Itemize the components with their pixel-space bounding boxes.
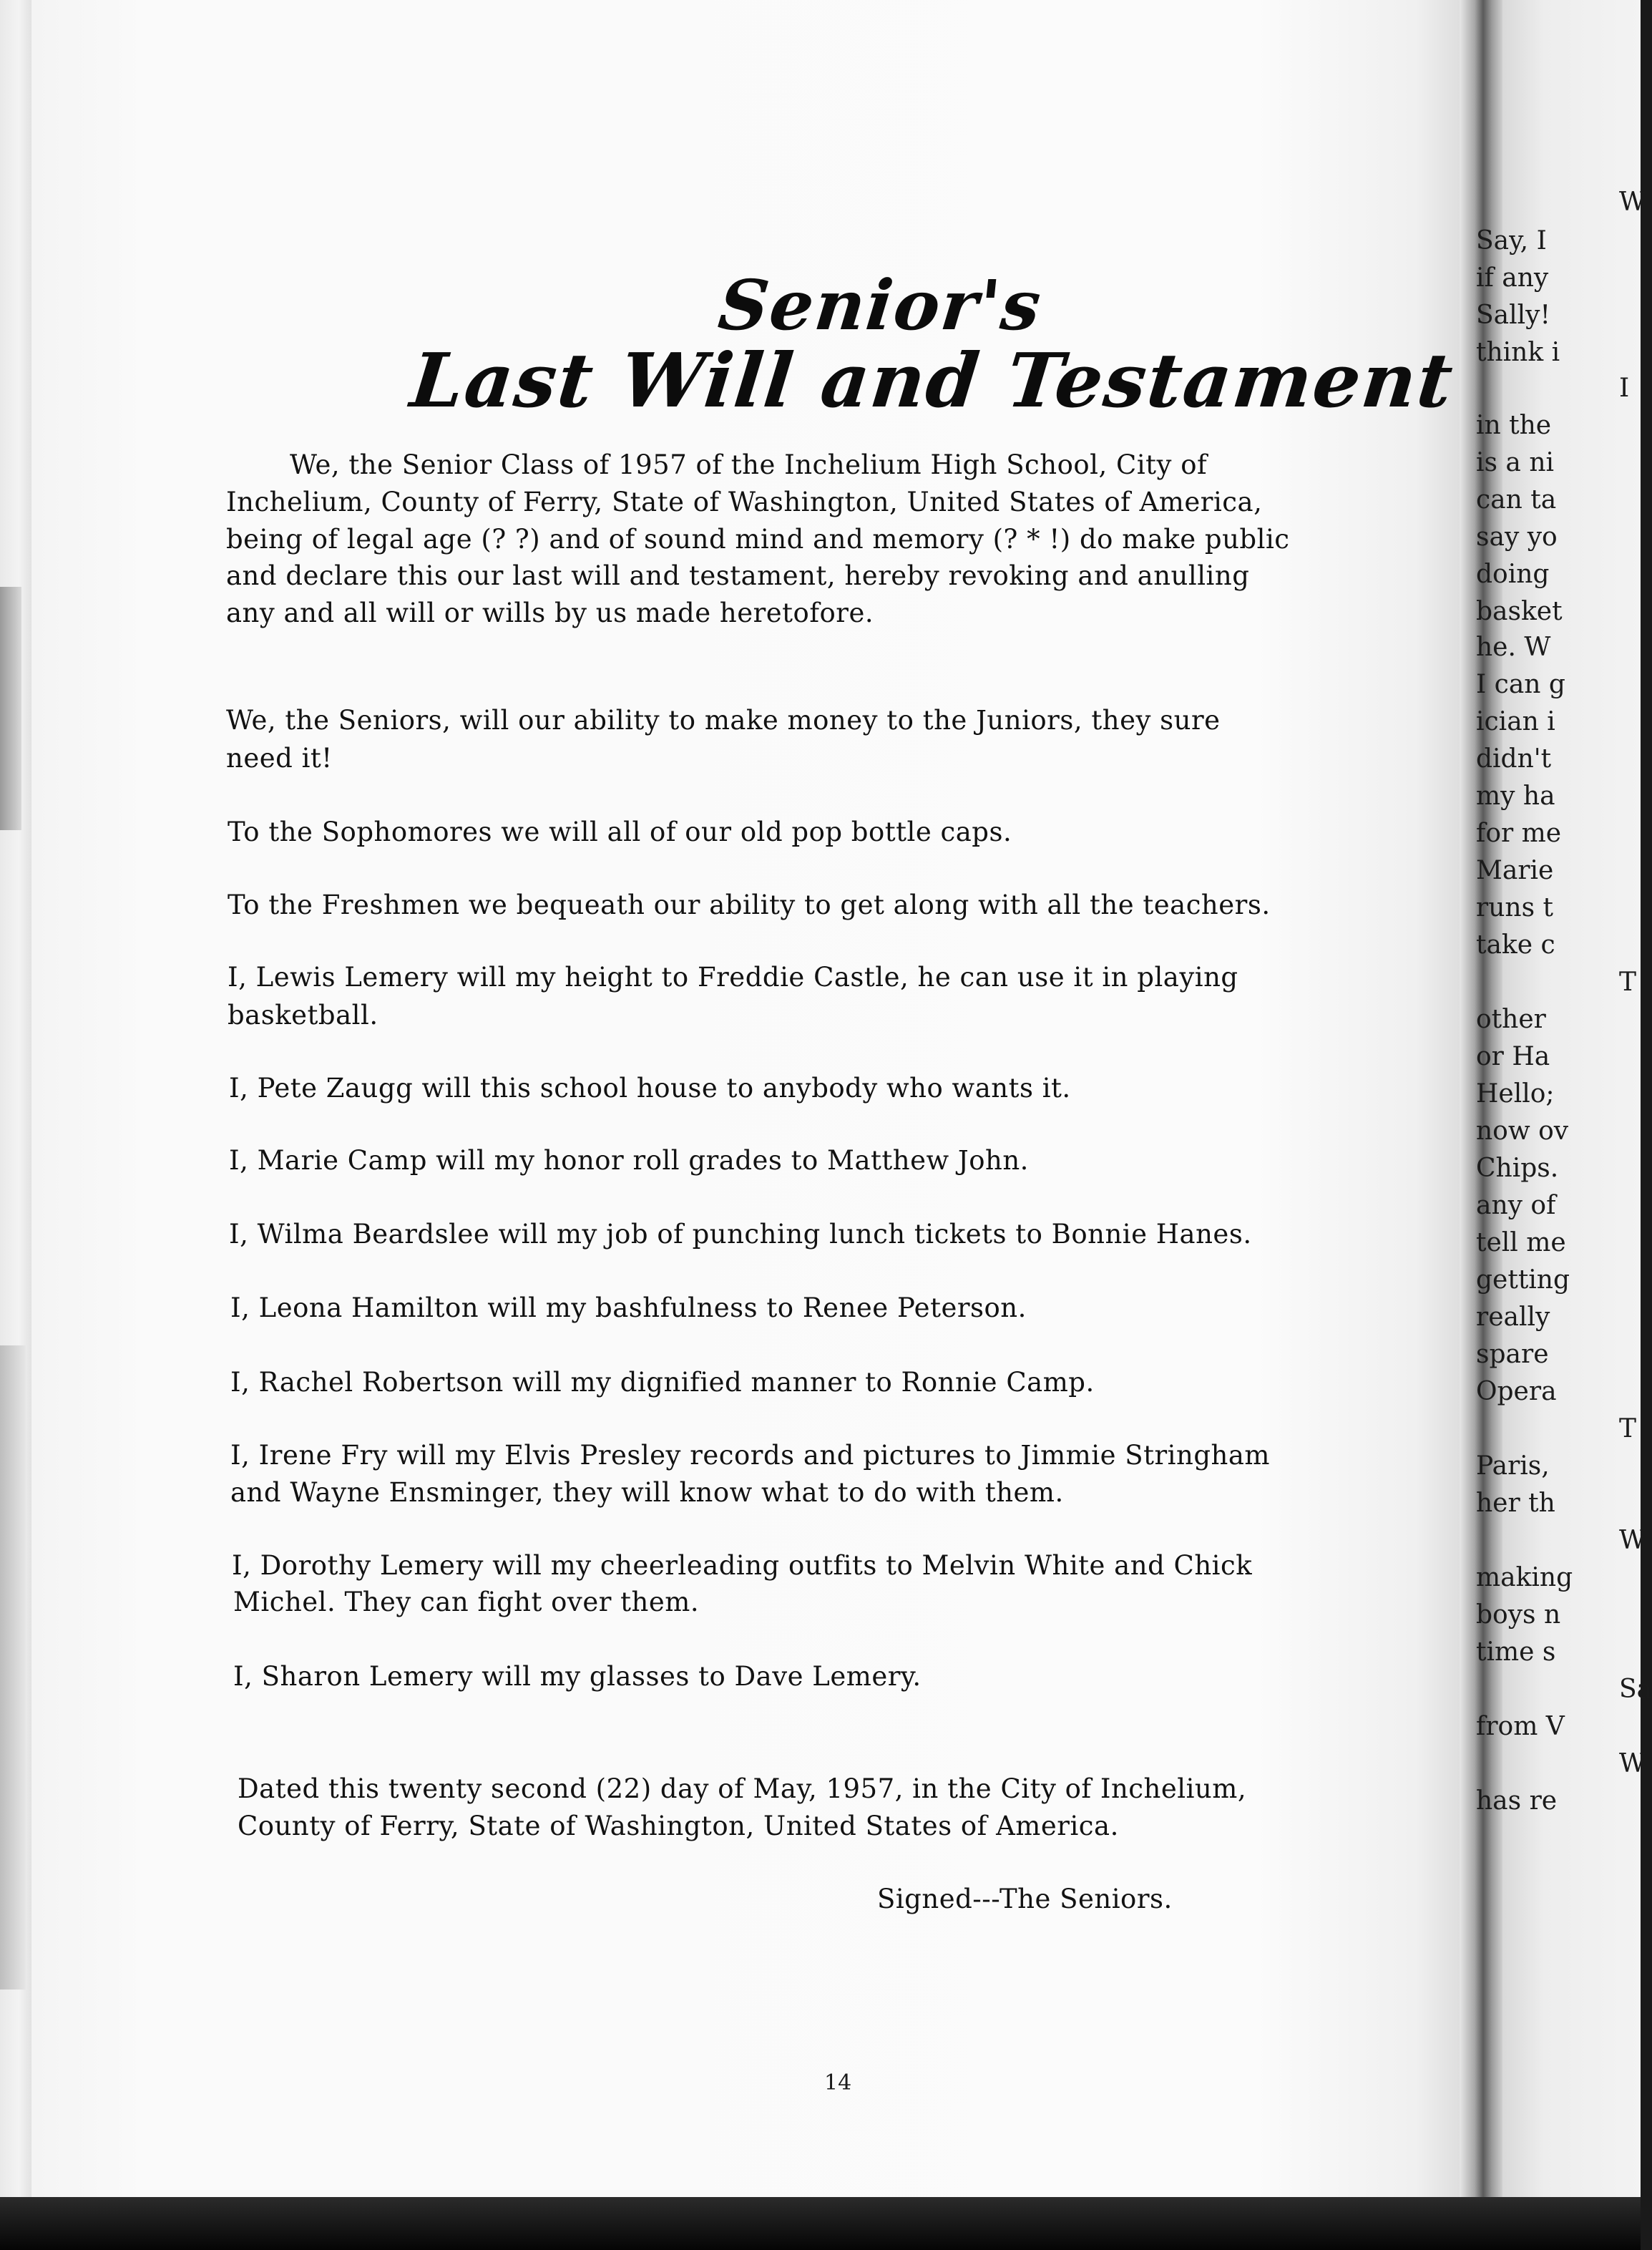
facing-text-line: Marie: [1476, 856, 1554, 885]
facing-text-line: Say, I: [1476, 226, 1547, 255]
facing-text-line: Hello;: [1476, 1079, 1555, 1109]
facing-text-line: from V: [1476, 1712, 1565, 1741]
bequest-line: I, Lewis Lemery will my height to Freddie Castle, he can use it in playing: [228, 962, 1238, 993]
page-title-line-2: Last Will and Testament: [406, 336, 1458, 424]
bequest-line: and Wayne Ensminger, they will know what to do with them.: [230, 1477, 1064, 1508]
bequest-line: Michel. They can fight over them.: [233, 1587, 700, 1617]
facing-text-line: has re: [1476, 1786, 1558, 1816]
facing-text-line: T: [1619, 968, 1637, 997]
preamble-line: and declare this our last will and testament, hereby revoking and anulling: [226, 560, 1250, 591]
bequest-line: To the Freshmen we bequeath our ability to get along with all the teachers.: [228, 890, 1271, 920]
facing-text-line: he. W: [1476, 633, 1551, 662]
bequest-line: basketball.: [228, 1000, 378, 1031]
facing-text-line: take c: [1476, 930, 1555, 960]
preamble-line: We, the Senior Class of 1957 of the Inchelium High School, City of: [290, 449, 1208, 480]
facing-text-line: I can g: [1476, 670, 1565, 699]
facing-text-line: her th: [1476, 1489, 1555, 1518]
facing-text-line: doing: [1476, 560, 1550, 589]
facing-text-line: W: [1619, 1526, 1646, 1555]
facing-text-line: other: [1476, 1005, 1546, 1034]
dated-line: County of Ferry, State of Washington, United States of America.: [238, 1811, 1119, 1841]
facing-text-line: my ha: [1476, 781, 1555, 811]
facing-text-line: is a ni: [1476, 448, 1555, 477]
bequest-line: To the Sophomores we will all of our old pop bottle caps.: [228, 817, 1012, 847]
facing-text-line: say yo: [1476, 522, 1558, 552]
facing-text-line: Paris,: [1476, 1451, 1550, 1481]
facing-text-line: I: [1619, 374, 1630, 403]
facing-text-line: basket: [1476, 597, 1563, 626]
facing-text-line: getting: [1476, 1265, 1570, 1295]
preamble-line: being of legal age (? ?) and of sound mind and memory (? * !) do make public: [226, 524, 1290, 555]
signature: Signed---The Seniors.: [877, 1884, 1173, 1914]
bequest-line: I, Wilma Beardslee will my job of punching lunch tickets to Bonnie Hanes.: [229, 1219, 1252, 1250]
facing-text-line: Chips.: [1476, 1154, 1559, 1183]
facing-text-line: T: [1619, 1414, 1637, 1443]
page-number: 14: [824, 2070, 852, 2095]
facing-text-line: or Ha: [1476, 1042, 1550, 1071]
facing-text-line: think i: [1476, 338, 1560, 367]
dated-line: Dated this twenty second (22) day of May, 1957, in the City of Inchelium,: [238, 1773, 1247, 1804]
facing-text-line: Opera: [1476, 1377, 1557, 1406]
facing-text-line: tell me: [1476, 1228, 1566, 1257]
preamble-line: any and all will or wills by us made heretofore.: [226, 598, 874, 628]
facing-text-line: really: [1476, 1302, 1550, 1332]
facing-text-line: can ta: [1476, 485, 1557, 515]
bequest-line: I, Irene Fry will my Elvis Presley records and pictures to Jimmie Stringham: [230, 1440, 1270, 1471]
facing-text-line: any of: [1476, 1191, 1556, 1220]
facing-text-line: ician i: [1476, 707, 1555, 736]
bequest-line: I, Rachel Robertson will my dignified manner to Ronnie Camp.: [230, 1367, 1095, 1398]
facing-text-line: if any: [1476, 263, 1549, 293]
facing-text-line: W: [1619, 188, 1646, 217]
page-title-line-1: Senior's: [715, 265, 1046, 346]
facing-text-line: boys n: [1476, 1600, 1561, 1630]
facing-text-line: for me: [1476, 819, 1562, 848]
facing-text-line: spare: [1476, 1340, 1549, 1369]
bequest-line: We, the Seniors, will our ability to make money to the Juniors, they sure: [226, 705, 1221, 736]
facing-text-line: W: [1619, 1749, 1646, 1778]
bequest-line: need it!: [226, 743, 333, 774]
bequest-line: I, Pete Zaugg will this school house to anybody who wants it.: [229, 1073, 1071, 1104]
bequest-line: I, Leona Hamilton will my bashfulness to Renee Peterson.: [230, 1292, 1027, 1323]
scan-bottom-edge: [0, 2197, 1641, 2250]
facing-text-line: now ov: [1476, 1116, 1569, 1146]
facing-text-line: didn't: [1476, 744, 1552, 774]
facing-text-line: in the: [1476, 411, 1552, 440]
facing-text-line: Sally!: [1476, 301, 1550, 330]
facing-text-line: Sa: [1619, 1675, 1652, 1704]
facing-page: [1476, 0, 1652, 2197]
bequest-line: I, Dorothy Lemery will my cheerleading outfits to Melvin White and Chick: [232, 1550, 1253, 1581]
bequest-line: I, Marie Camp will my honor roll grades to Matthew John.: [229, 1145, 1029, 1176]
facing-text-line: time s: [1476, 1637, 1556, 1667]
bequest-line: I, Sharon Lemery will my glasses to Dave Lemery.: [233, 1661, 922, 1692]
facing-text-line: making: [1476, 1563, 1573, 1592]
preamble-line: Inchelium, County of Ferry, State of Washington, United States of America,: [226, 487, 1263, 517]
facing-text-line: runs t: [1476, 893, 1553, 922]
